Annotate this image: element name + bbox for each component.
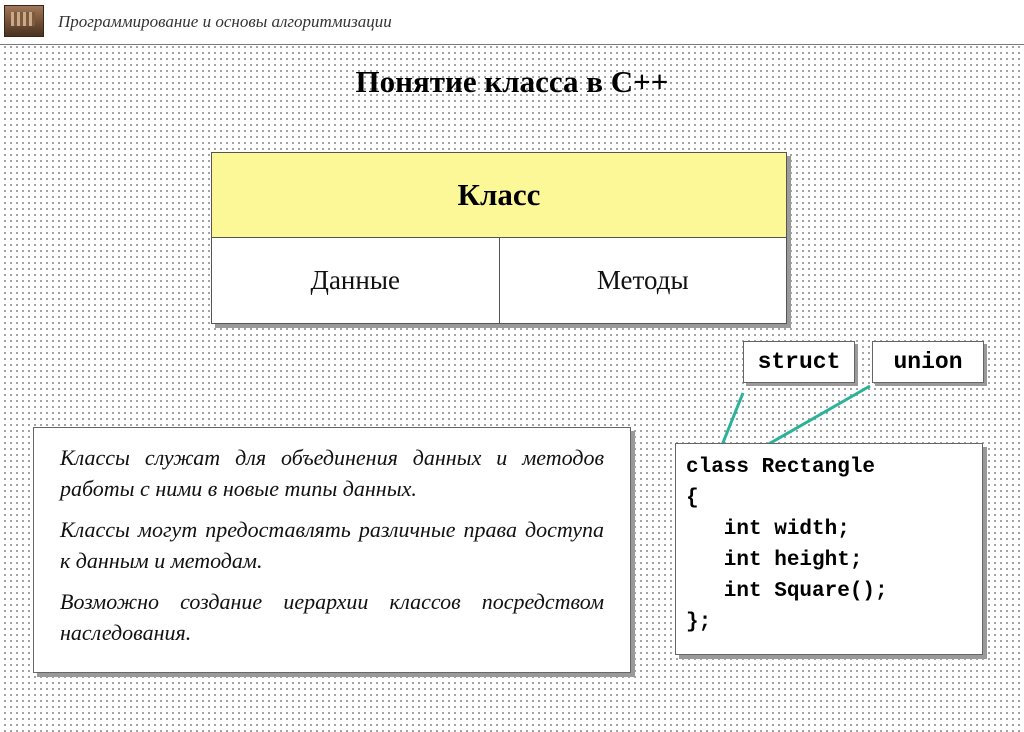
description-box — [33, 427, 631, 673]
keyword-struct-box: struct — [743, 341, 855, 383]
library-logo-icon — [4, 5, 44, 37]
slide-title: Понятие класса в С++ — [355, 64, 669, 99]
code-example-box — [675, 443, 983, 655]
class-diagram-row — [212, 238, 786, 323]
course-title: Программирование и основы алгоритмизации — [58, 12, 392, 31]
keyword-union-box: union — [872, 341, 984, 383]
description-paragraph: Возможно создание иерархии классов посредством наследования. — [60, 589, 604, 645]
description-paragraph: Классы служат для объединения данных и методов работы с ними в новые типы данных. — [60, 445, 604, 501]
class-cell-data: Данные — [310, 265, 400, 295]
code-line: int width; — [686, 518, 850, 541]
code-line: class Rectangle — [686, 456, 876, 479]
class-diagram-header: Класс — [212, 153, 786, 238]
description-paragraph: Классы могут предоставлять различные права доступа к данным и методам. — [60, 517, 604, 573]
code-line: int height; — [686, 549, 863, 572]
class-diagram — [211, 152, 787, 324]
class-cell-methods: Методы — [499, 238, 787, 323]
code-line: }; — [686, 611, 712, 634]
slide-header — [0, 0, 1024, 45]
code-line: int Square(); — [686, 580, 888, 603]
code-line: { — [686, 487, 699, 510]
